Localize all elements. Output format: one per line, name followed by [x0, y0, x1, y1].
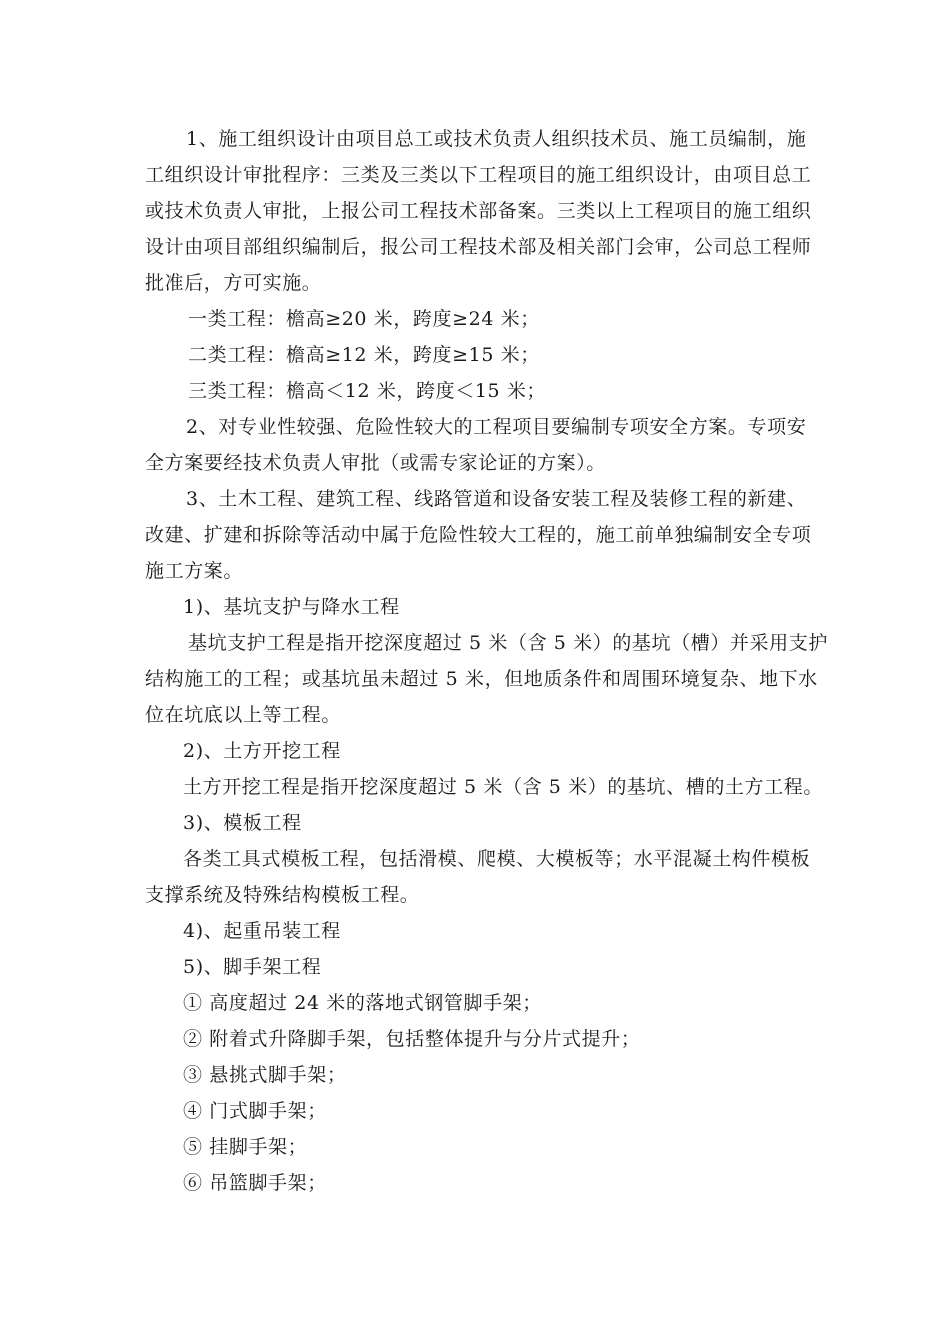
class-three-criteria: 三类工程：檐高＜12 米，跨度＜15 米； [188, 380, 547, 402]
paragraph-1-line-2: 工组织设计审批程序：三类及三类以下工程项目的施工组织设计，由项目总工 [145, 164, 812, 186]
section-2-body: 土方开挖工程是指开挖深度超过 5 米（含 5 米）的基坑、槽的土方工程。 [183, 776, 823, 798]
section-3-body-line-1: 各类工具式模板工程，包括滑模、爬模、大模板等；水平混凝土构件模板 [183, 848, 811, 870]
scaffold-item-6: ⑥ 吊篮脚手架； [183, 1172, 327, 1194]
section-3-body-line-2: 支撑系统及特殊结构模板工程。 [145, 884, 420, 906]
paragraph-1-line-1: 1、施工组织设计由项目总工或技术负责人组织技术员、施工员编制，施 [186, 128, 807, 150]
paragraph-3-line-1: 3、土木工程、建筑工程、线路管道和设备安装工程及装修工程的新建、 [186, 488, 807, 510]
section-1-body-line-2: 结构施工的工程；或基坑虽未超过 5 米，但地质条件和周围环境复杂、地下水 [145, 668, 818, 690]
paragraph-1-line-5: 批准后，方可实施。 [145, 272, 322, 294]
paragraph-1-line-4: 设计由项目部组织编制后，报公司工程技术部及相关部门会审，公司总工程师 [145, 236, 812, 258]
section-1-body-line-1: 基坑支护工程是指开挖深度超过 5 米（含 5 米）的基坑（槽）并采用支护 [188, 632, 828, 654]
scaffold-item-3: ③ 悬挑式脚手架； [183, 1064, 347, 1086]
scaffold-item-1: ① 高度超过 24 米的落地式钢管脚手架； [183, 992, 542, 1014]
class-one-criteria: 一类工程：檐高≥20 米，跨度≥24 米； [188, 308, 540, 330]
section-3-heading: 3)、模板工程 [183, 812, 302, 834]
section-5-heading: 5)、脚手架工程 [183, 956, 322, 978]
scaffold-item-5: ⑤ 挂脚手架； [183, 1136, 308, 1158]
section-2-heading: 2)、土方开挖工程 [183, 740, 341, 762]
paragraph-3-line-3: 施工方案。 [145, 560, 244, 582]
paragraph-2-line-1: 2、对专业性较强、危险性较大的工程项目要编制专项安全方案。专项安 [186, 416, 807, 438]
section-1-heading: 1)、基坑支护与降水工程 [183, 596, 400, 618]
section-1-body-line-3: 位在坑底以上等工程。 [145, 704, 342, 726]
section-4-heading: 4)、起重吊装工程 [183, 920, 341, 942]
paragraph-3-line-2: 改建、扩建和拆除等活动中属于危险性较大工程的，施工前单独编制安全专项 [145, 524, 812, 546]
scaffold-item-2: ② 附着式升降脚手架，包括整体提升与分片式提升； [183, 1028, 641, 1050]
paragraph-1-line-3: 或技术负责人审批，上报公司工程技术部备案。三类以上工程项目的施工组织 [145, 200, 812, 222]
paragraph-2-line-2: 全方案要经技术负责人审批（或需专家论证的方案）。 [145, 452, 606, 474]
class-two-criteria: 二类工程：檐高≥12 米，跨度≥15 米； [188, 344, 540, 366]
scaffold-item-4: ④ 门式脚手架； [183, 1100, 327, 1122]
